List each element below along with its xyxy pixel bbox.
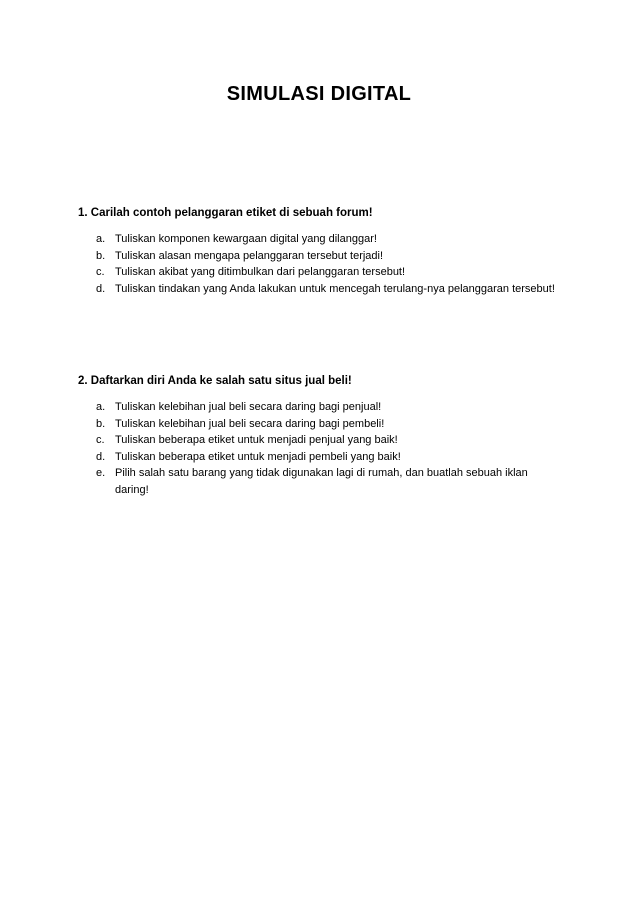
- list-marker: e.: [96, 467, 106, 479]
- task-item: [78, 248, 558, 265]
- list-marker: a.: [96, 401, 106, 413]
- task-text: Tuliskan akibat yang ditimbulkan dari pelanggaran tersebut!: [115, 266, 406, 278]
- task-text: Tuliskan kelebihan jual beli secara daring bagi pembeli!: [115, 417, 385, 430]
- task-list: [78, 399, 558, 498]
- task-item: [78, 264, 558, 281]
- task-text: Tuliskan komponen kewargaan digital yang dilanggar!: [115, 233, 377, 245]
- document-title: SIMULASI DIGITAL: [226, 83, 412, 105]
- question-heading: 2. Daftarkan diri Anda ke salah satu situs jual beli!: [78, 375, 352, 387]
- task-item: [78, 231, 558, 248]
- task-item: [78, 281, 558, 298]
- task-text: Tuliskan beberapa etiket untuk menjadi pembeli yang baik!: [115, 450, 401, 463]
- question-heading: 1. Carilah contoh pelanggaran etiket di sebuah forum!: [78, 207, 373, 219]
- task-item: [78, 449, 558, 466]
- task-text: Pilih salah satu barang yang tidak digunakan lagi di rumah, dan buatlah sebuah iklan daring!: [115, 467, 528, 496]
- task-item: [78, 399, 558, 416]
- task-text: Tuliskan kelebihan jual beli secara daring bagi penjual!: [115, 401, 382, 413]
- question-section-1: [78, 205, 558, 297]
- task-text: Tuliskan alasan mengapa pelanggaran tersebut terjadi!: [115, 249, 384, 262]
- task-item: [78, 416, 558, 433]
- list-marker: d.: [96, 450, 106, 463]
- list-marker: c.: [96, 266, 105, 278]
- task-list: [78, 231, 558, 297]
- task-item: [78, 465, 558, 498]
- task-text: Tuliskan tindakan yang Anda lakukan untuk mencegah terulang-nya pelanggaran tersebut!: [115, 282, 555, 295]
- list-marker: b.: [96, 249, 106, 262]
- question-section-2: [78, 373, 558, 498]
- list-marker: b.: [96, 417, 106, 430]
- list-marker: c.: [96, 434, 105, 446]
- task-text: Tuliskan beberapa etiket untuk menjadi penjual yang baik!: [115, 434, 398, 446]
- list-marker: d.: [96, 282, 106, 295]
- list-marker: a.: [96, 233, 106, 245]
- task-item: [78, 432, 558, 449]
